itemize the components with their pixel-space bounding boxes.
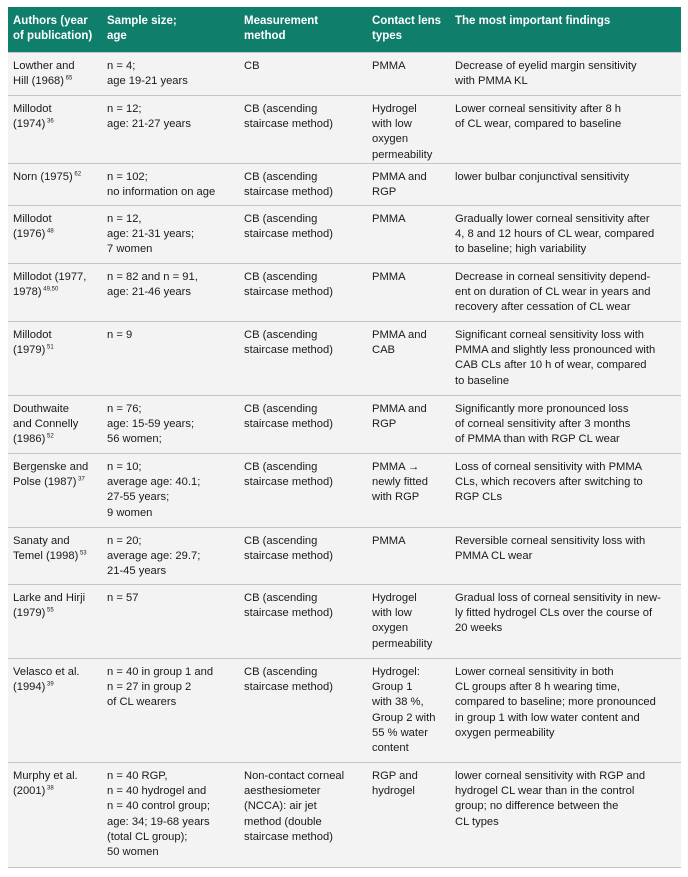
cell-sample: n = 20; average age: 29.7; 21-45 years bbox=[107, 535, 201, 578]
cell-findings: Significant corneal sensitivity loss with PMMA and slightly less pronounced with CAB CLs after 10 h of wear, compared to baseline bbox=[455, 329, 656, 387]
cell-findings: Reversible corneal sensitivity loss with PMMA CL wear bbox=[455, 535, 646, 563]
cell-method: CB (ascending staircase method) bbox=[244, 535, 333, 563]
author-text: Millodot (1976) bbox=[13, 213, 52, 241]
header-sample: Sample size; age bbox=[107, 15, 177, 42]
cell-author bbox=[8, 264, 102, 321]
cell-findings: Gradually lower corneal sensitivity after 4, 8 and 12 hours of CL wear, compared to baseline; high variability bbox=[455, 213, 655, 256]
cell-sample: n = 82 and n = 91, age: 21-46 years bbox=[107, 271, 198, 299]
author-text: Millodot (1977, 1978) bbox=[13, 271, 87, 299]
cell-author bbox=[8, 528, 102, 584]
reference-number: 55 bbox=[45, 607, 54, 614]
cell-findings: Significantly more pronounced loss of corneal sensitivity after 3 months of PMMA than with RGP CL wear bbox=[455, 403, 631, 446]
table-row bbox=[8, 762, 681, 868]
cell-sample: n = 12, age: 21-31 years; 7 women bbox=[107, 213, 195, 256]
author-text: Millodot (1979) bbox=[13, 329, 52, 357]
cell-method: CB (ascending staircase method) bbox=[244, 103, 333, 131]
author-text: Lowther and Hill (1968) bbox=[13, 60, 75, 88]
reference-number: 62 bbox=[72, 171, 82, 178]
cell-sample: n = 102; no information on age bbox=[107, 171, 216, 199]
reference-number: 37 bbox=[76, 476, 85, 483]
cell-findings: Loss of corneal sensitivity with PMMA CLs, which recovers after switching to RGP CLs bbox=[455, 461, 643, 504]
table-row bbox=[8, 205, 681, 263]
cell-author bbox=[8, 396, 102, 453]
cell-findings: Decrease of eyelid margin sensitivity with PMMA KL bbox=[455, 60, 637, 88]
cell-method: CB (ascending staircase method) bbox=[244, 213, 333, 241]
table-row bbox=[8, 584, 681, 658]
cell-sample: n = 10; average age: 40.1; 27-55 years; 9 women bbox=[107, 461, 201, 519]
reference-number: 36 bbox=[45, 118, 54, 125]
cell-sample: n = 76; age: 15-59 years; 56 women; bbox=[107, 403, 195, 446]
author-text: Larke and Hirji (1979) bbox=[13, 592, 86, 620]
cell-sample: n = 4; age 19-21 years bbox=[107, 60, 188, 88]
cell-lens: PMMA → newly fitted with RGP bbox=[372, 461, 428, 504]
reference-number: 49,50 bbox=[41, 286, 59, 293]
cell-author bbox=[8, 763, 102, 867]
table-row bbox=[8, 95, 681, 163]
cell-findings: Lower corneal sensitivity after 8 h of CL wear, compared to baseline bbox=[455, 103, 622, 131]
table-row bbox=[8, 658, 681, 762]
table-row bbox=[8, 321, 681, 395]
reference-number: 38 bbox=[45, 785, 54, 792]
header-findings: The most important findings bbox=[455, 15, 611, 27]
cell-author bbox=[8, 454, 102, 527]
cell-lens: PMMA and CAB bbox=[372, 329, 427, 357]
cell-findings: Decrease in corneal sensitivity depend- ent on duration of CL wear in years and recovery after cessation of CL wear bbox=[455, 271, 651, 314]
cell-method: CB bbox=[244, 60, 260, 72]
cell-method: Non-contact corneal aesthesiometer (NCCA): air jet method (double staircase method) bbox=[244, 770, 345, 843]
reference-number: 65 bbox=[63, 75, 73, 82]
header-authors: Authors (year of publication) bbox=[13, 15, 93, 42]
cell-lens: PMMA and RGP bbox=[372, 403, 427, 431]
reference-number: 48 bbox=[45, 228, 54, 235]
cell-lens: PMMA bbox=[372, 60, 406, 72]
table-row bbox=[8, 263, 681, 321]
findings-table bbox=[8, 7, 681, 868]
table-row bbox=[8, 527, 681, 584]
cell-lens: PMMA and RGP bbox=[372, 171, 427, 199]
cell-method: CB (ascending staircase method) bbox=[244, 666, 333, 694]
table-header bbox=[8, 7, 681, 52]
table-row bbox=[8, 52, 681, 95]
cell-findings: lower bulbar conjunctival sensitivity bbox=[455, 171, 630, 183]
cell-author bbox=[8, 164, 102, 205]
cell-author bbox=[8, 96, 102, 163]
cell-method: CB (ascending staircase method) bbox=[244, 171, 333, 199]
cell-author bbox=[8, 322, 102, 395]
author-text: Bergenske and Polse (1987) bbox=[13, 461, 89, 489]
cell-sample: n = 57 bbox=[107, 592, 139, 604]
cell-method: CB (ascending staircase method) bbox=[244, 461, 333, 489]
cell-lens: Hydrogel with low oxygen permeability bbox=[372, 592, 433, 650]
author-text: Douthwaite and Connelly (1986) bbox=[13, 403, 79, 446]
cell-lens: Hydrogel with low oxygen permeability bbox=[372, 103, 433, 161]
cell-method: CB (ascending staircase method) bbox=[244, 329, 333, 357]
reference-number: 39 bbox=[45, 681, 54, 688]
cell-lens: RGP and hydrogel bbox=[372, 770, 418, 798]
cell-author bbox=[8, 659, 102, 762]
cell-sample: n = 40 RGP, n = 40 hydrogel and n = 40 control group; age: 34; 19-68 years (total CL group); 50 women bbox=[107, 770, 210, 859]
author-text: Sanaty and Temel (1998) bbox=[13, 535, 79, 563]
table-body bbox=[8, 52, 681, 868]
cell-lens: PMMA bbox=[372, 213, 406, 225]
cell-method: CB (ascending staircase method) bbox=[244, 403, 333, 431]
author-text: Velasco et al. (1994) bbox=[13, 666, 80, 694]
cell-method: CB (ascending staircase method) bbox=[244, 592, 333, 620]
cell-findings: Gradual loss of corneal sensitivity in new- ly fitted hydrogel CLs over the course of 20 weeks bbox=[455, 592, 661, 635]
cell-lens: PMMA bbox=[372, 535, 406, 547]
cell-sample: n = 9 bbox=[107, 329, 133, 341]
reference-number: 53 bbox=[78, 550, 87, 557]
cell-sample: n = 40 in group 1 and n = 27 in group 2 of CL wearers bbox=[107, 666, 214, 709]
cell-author bbox=[8, 206, 102, 263]
header-method: Measurement method bbox=[244, 15, 319, 42]
reference-number: 52 bbox=[45, 433, 54, 440]
cell-lens: Hydrogel: Group 1 with 38 %, Group 2 with 55 % water content bbox=[372, 666, 436, 755]
author-text: Murphy et al. (2001) bbox=[13, 770, 78, 798]
cell-author bbox=[8, 585, 102, 658]
reference-number: 51 bbox=[45, 344, 54, 351]
author-text: Millodot (1974) bbox=[13, 103, 52, 131]
table-row bbox=[8, 453, 681, 527]
cell-lens: PMMA bbox=[372, 271, 406, 283]
cell-sample: n = 12; age: 21-27 years bbox=[107, 103, 191, 131]
header-lens: Contact lens types bbox=[372, 15, 442, 42]
cell-author bbox=[8, 53, 102, 95]
author-text: Norn (1975) bbox=[13, 171, 73, 183]
table-row bbox=[8, 395, 681, 453]
table-row bbox=[8, 163, 681, 205]
cell-findings: lower corneal sensitivity with RGP and hydrogel CL wear than in the control group; no difference between the CL types bbox=[455, 770, 646, 828]
cell-method: CB (ascending staircase method) bbox=[244, 271, 333, 299]
cell-findings: Lower corneal sensitivity in both CL groups after 8 h wearing time, compared to baseline; more pronounced in group 1 with low water content and oxygen permeability bbox=[455, 666, 656, 739]
